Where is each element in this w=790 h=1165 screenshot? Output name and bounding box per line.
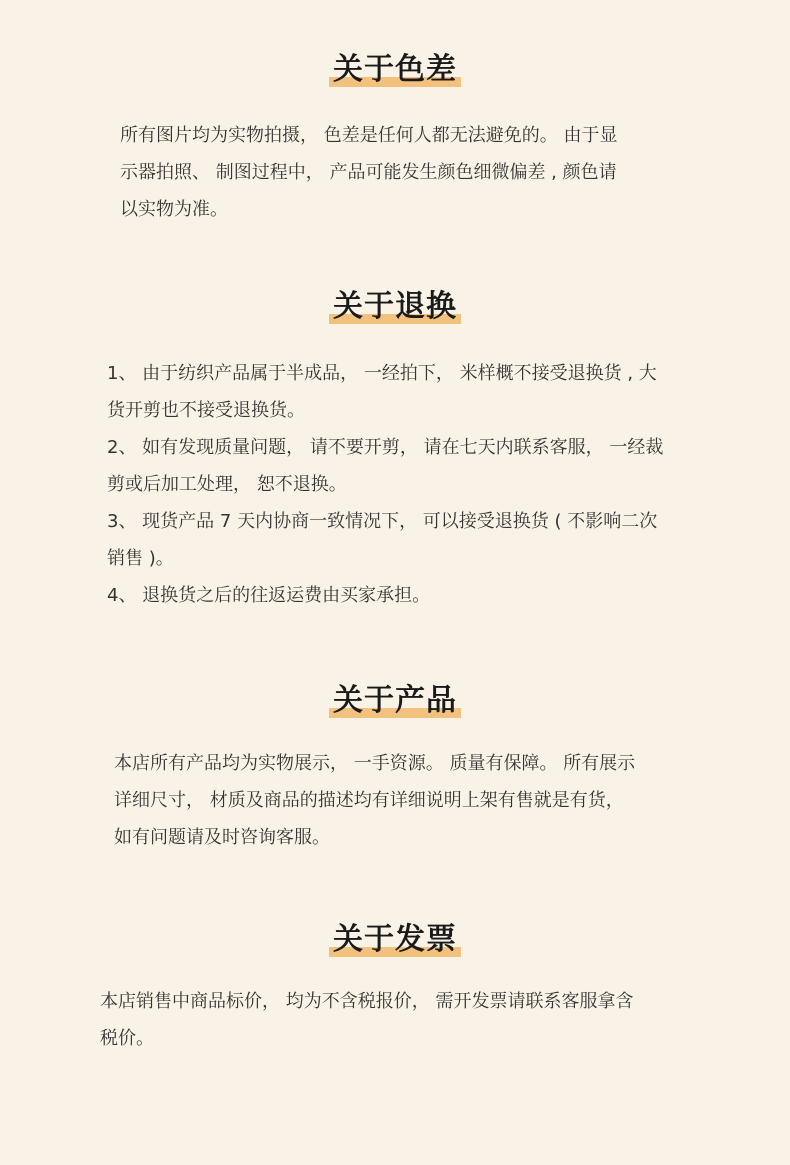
section-title: 关于发票	[329, 914, 461, 958]
section-product-body	[114, 745, 635, 856]
paragraph-line: 1、 由于纺织产品属于半成品， 一经拍下， 米样概不接受退换货 , 大	[107, 363, 657, 384]
paragraph-line: 3、 现货产品 7 天内协商一致情况下， 可以接受退换货 ( 不影响二次	[107, 511, 658, 532]
paragraph-line: 销售 )。	[107, 548, 174, 569]
paragraph-line: 4、 退换货之后的往返运费由买家承担。	[107, 585, 431, 606]
section-title: 关于退换	[329, 281, 461, 325]
paragraph-line: 2、 如有发现质量问题， 请不要开剪， 请在七天内联系客服， 一经裁	[107, 437, 664, 458]
paragraph-line: 货开剪也不接受退换货。	[107, 400, 305, 421]
paragraph-line: 示器拍照、 制图过程中， 产品可能发生颜色细微偏差 , 颜色请	[120, 162, 617, 183]
paragraph-line: 如有问题请及时咨询客服。	[114, 827, 330, 848]
paragraph-line: 本店所有产品均为实物展示， 一手资源。 质量有保障。 所有展示	[114, 753, 636, 774]
section-invoice-body	[100, 983, 633, 1057]
section-product-heading	[0, 675, 790, 719]
paragraph-line: 详细尺寸， 材质及商品的描述均有详细说明上架有售就是有货，	[114, 790, 624, 811]
section-returns-heading	[0, 281, 790, 325]
paragraph-line: 所有图片均为实物拍摄， 色差是任何人都无法避免的。 由于显	[120, 125, 618, 146]
section-title: 关于色差	[329, 44, 461, 88]
paragraph-line: 以实物为准。	[120, 199, 228, 220]
paragraph-line: 税价。	[100, 1028, 154, 1049]
section-invoice-heading	[0, 914, 790, 958]
section-title: 关于产品	[329, 675, 461, 719]
section-color-diff-body	[120, 117, 617, 228]
paragraph-line: 本店销售中商品标价， 均为不含税报价， 需开发票请联系客服拿含	[100, 991, 634, 1012]
section-color-diff-heading	[0, 44, 790, 88]
section-returns-body	[107, 355, 663, 614]
paragraph-line: 剪或后加工处理， 恕不退换。	[107, 474, 347, 495]
